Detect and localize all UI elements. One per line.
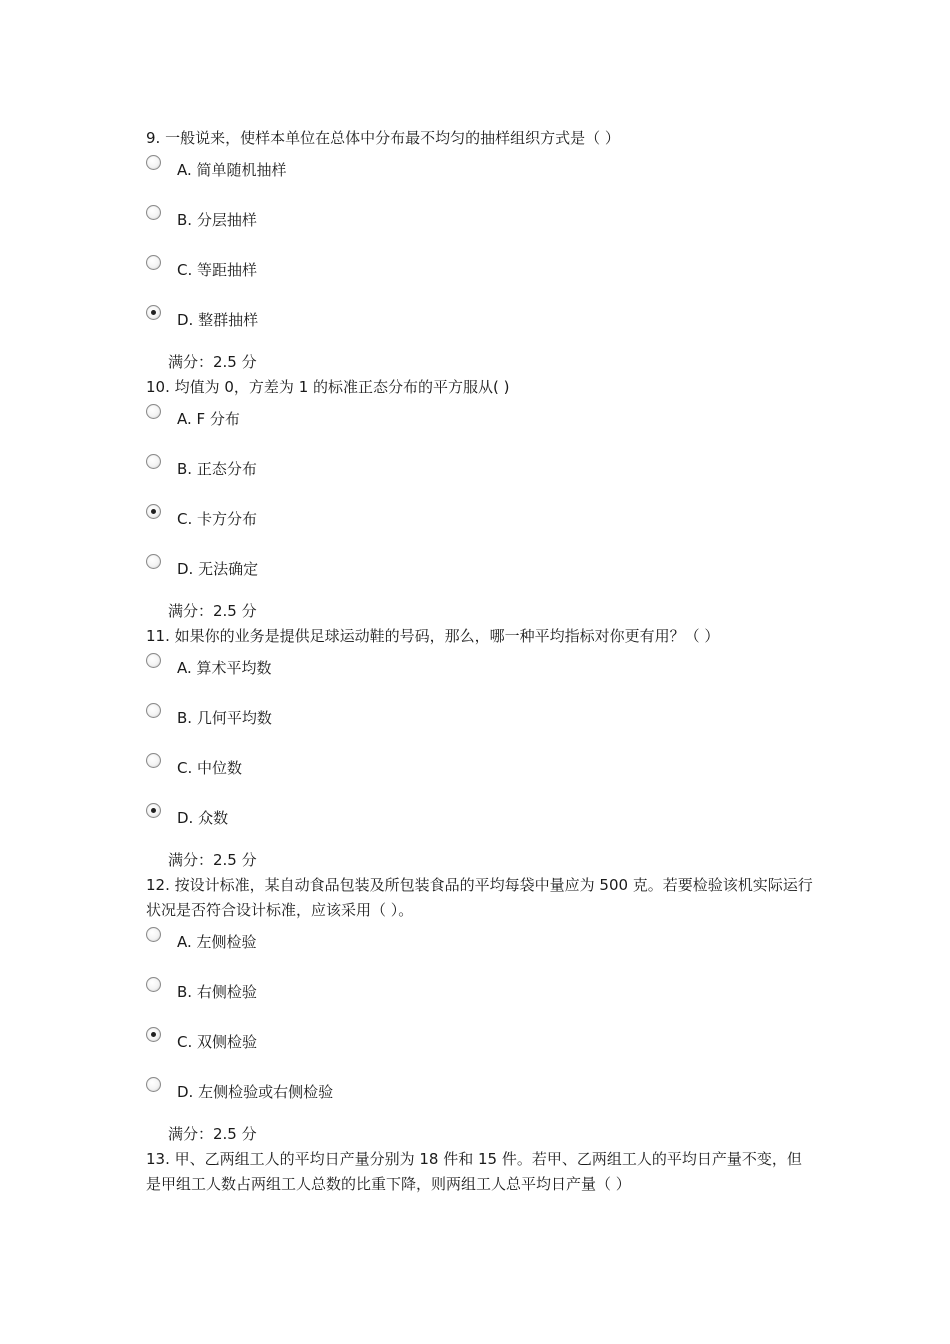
radio-button-icon[interactable] xyxy=(146,1077,161,1092)
option-label: C. 等距抽样 xyxy=(177,261,258,279)
radio-button-checked-icon[interactable] xyxy=(146,504,161,519)
option-11d[interactable] xyxy=(146,803,228,827)
option-12b[interactable] xyxy=(146,977,257,1001)
option-label: D. 众数 xyxy=(177,809,229,827)
option-9b[interactable] xyxy=(146,205,257,229)
option-label: D. 无法确定 xyxy=(177,560,259,578)
radio-button-icon[interactable] xyxy=(146,255,161,270)
radio-button-icon[interactable] xyxy=(146,703,161,718)
option-label: B. 几何平均数 xyxy=(177,709,272,727)
radio-button-icon[interactable] xyxy=(146,404,161,419)
option-10b[interactable] xyxy=(146,454,257,478)
radio-button-checked-icon[interactable] xyxy=(146,1027,161,1042)
option-10a[interactable] xyxy=(146,404,240,428)
option-12d[interactable] xyxy=(146,1077,333,1101)
score-label: 满分：2.5 分 xyxy=(168,353,257,371)
option-12c[interactable] xyxy=(146,1027,257,1051)
score-label: 满分：2.5 分 xyxy=(168,602,257,620)
option-12a[interactable] xyxy=(146,927,257,951)
radio-button-icon[interactable] xyxy=(146,753,161,768)
option-label: C. 卡方分布 xyxy=(177,510,258,528)
option-label: D. 左侧检验或右侧检验 xyxy=(177,1083,334,1101)
question-11: 11. 如果你的业务是提供足球运动鞋的号码，那么，哪一种平均指标对你更有用？（ ） xyxy=(146,627,720,645)
option-label: A. F 分布 xyxy=(177,410,240,428)
option-9d[interactable] xyxy=(146,305,258,329)
option-label: D. 整群抽样 xyxy=(177,311,259,329)
option-10d[interactable] xyxy=(146,554,258,578)
option-9c[interactable] xyxy=(146,255,257,279)
score-label: 满分：2.5 分 xyxy=(168,851,257,869)
radio-button-icon[interactable] xyxy=(146,205,161,220)
question-12: 12. 按设计标准，某自动食品包装及所包装食品的平均每袋中量应为 500 克。若要检验该机实际运行状况是否符合设计标准，应该采用（ ）。 xyxy=(146,876,813,919)
option-11c[interactable] xyxy=(146,753,242,777)
option-label: A. 算术平均数 xyxy=(177,659,272,677)
question-10: 10. 均值为 0，方差为 1 的标准正态分布的平方服从( ) xyxy=(146,378,510,396)
radio-button-icon[interactable] xyxy=(146,155,161,170)
option-label: A. 简单随机抽样 xyxy=(177,161,287,179)
radio-button-icon[interactable] xyxy=(146,653,161,668)
radio-button-icon[interactable] xyxy=(146,927,161,942)
option-label: B. 分层抽样 xyxy=(177,211,257,229)
score-label: 满分：2.5 分 xyxy=(168,1125,257,1143)
option-label: C. 双侧检验 xyxy=(177,1033,258,1051)
radio-button-icon[interactable] xyxy=(146,454,161,469)
radio-button-checked-icon[interactable] xyxy=(146,305,161,320)
radio-button-icon[interactable] xyxy=(146,554,161,569)
option-10c[interactable] xyxy=(146,504,257,528)
option-label: B. 正态分布 xyxy=(177,460,257,478)
option-11b[interactable] xyxy=(146,703,272,727)
question-9: 9. 一般说来，使样本单位在总体中分布最不均匀的抽样组织方式是（ ） xyxy=(146,129,620,147)
radio-button-checked-icon[interactable] xyxy=(146,803,161,818)
question-13: 13. 甲、乙两组工人的平均日产量分别为 18 件和 15 件。若甲、乙两组工人的平均日产量不变，但是甲组工人数占两组工人总数的比重下降，则两组工人总平均日产量（ ） xyxy=(146,1150,802,1193)
option-label: B. 右侧检验 xyxy=(177,983,257,1001)
option-11a[interactable] xyxy=(146,653,272,677)
option-9a[interactable] xyxy=(146,155,287,179)
radio-button-icon[interactable] xyxy=(146,977,161,992)
option-label: A. 左侧检验 xyxy=(177,933,257,951)
option-label: C. 中位数 xyxy=(177,759,243,777)
